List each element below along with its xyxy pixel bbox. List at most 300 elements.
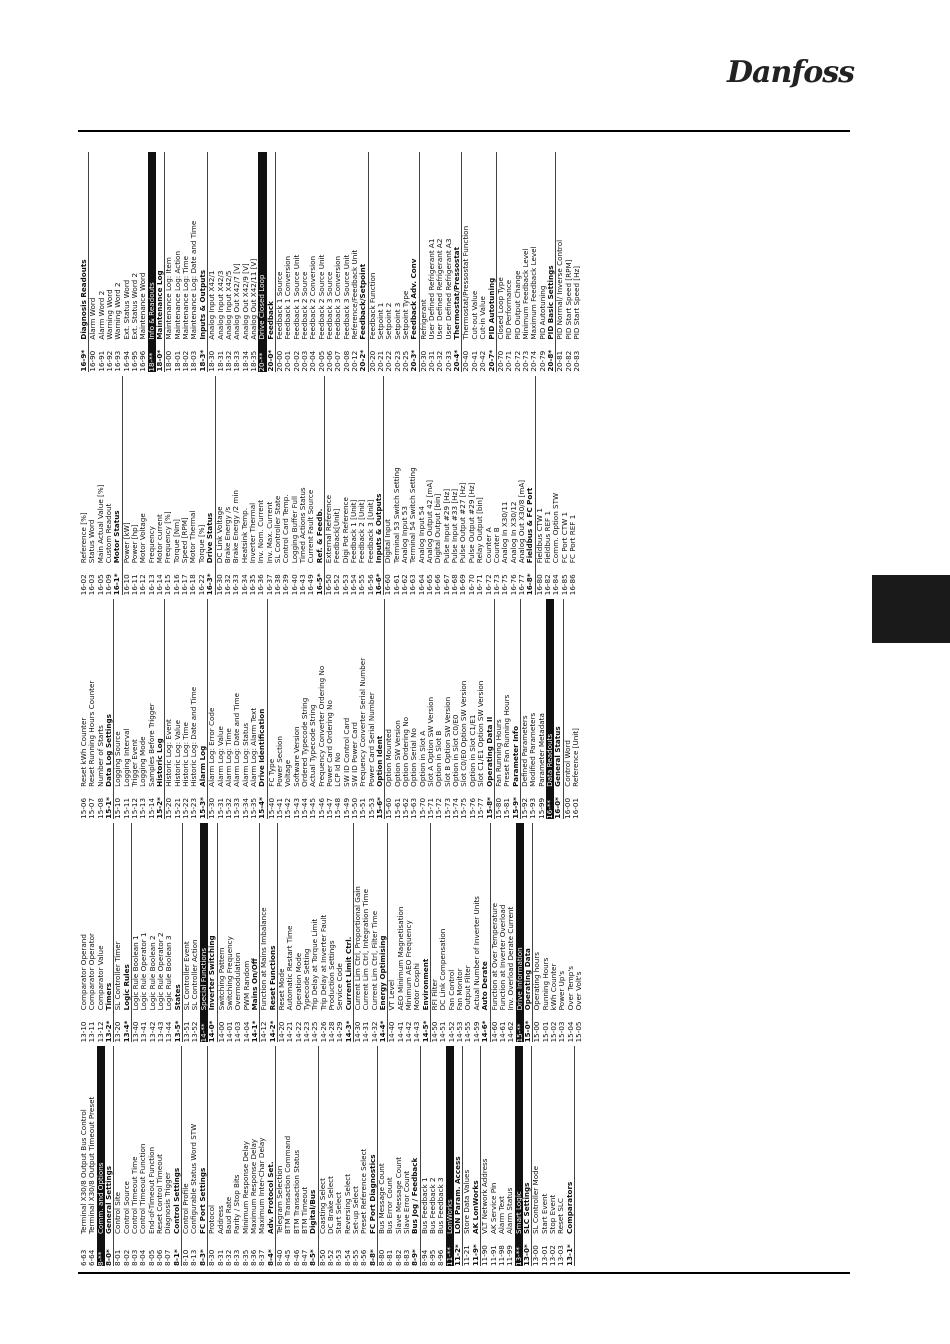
parameter-code: 13-51 xyxy=(182,1021,192,1043)
parameter-label: Actual Number of Inverter Units xyxy=(471,896,481,1011)
parameter-label: Drive Information xyxy=(514,947,524,1011)
parameter-code: 15-75 xyxy=(459,797,469,819)
parameter-label: Terminal X30/8 Output Timeout Preset xyxy=(87,1096,97,1234)
parameter-code: 16-11 xyxy=(130,574,140,596)
parameter-label: Timed Actions Status xyxy=(297,487,307,564)
parameter-label: Start Event xyxy=(539,1193,549,1234)
parameter-code: 20-03 xyxy=(299,350,309,372)
parameter-code: 11-98 xyxy=(496,1245,506,1266)
table-column-2 xyxy=(80,819,810,1043)
parameter-label: Pulse Output #27 [Hz] xyxy=(458,482,468,564)
parameter-label: Maximum Feedback Level xyxy=(529,246,539,340)
parameter-label: Modified Parameters xyxy=(528,712,538,787)
parameter-label: BTM Timeout xyxy=(299,1186,309,1234)
parameter-label: Function at Inverter Overload xyxy=(497,904,507,1011)
parameter-code: 16-82 xyxy=(542,574,552,596)
parameter-label: Reference [Unit] xyxy=(570,728,580,787)
parameter-code: 15-0* xyxy=(522,1020,532,1043)
parameter-label: Samples Before Trigger xyxy=(146,703,156,787)
parameter-code: 14-12 xyxy=(259,1021,269,1043)
parameter-label: Switching Pattern xyxy=(216,947,226,1011)
parameter-code: 8-36 xyxy=(248,1249,258,1266)
parameter-code: 20-2* xyxy=(358,349,368,372)
parameter-code: 15-22 xyxy=(181,797,191,819)
parameter-code: 20-05 xyxy=(316,350,326,372)
parameter-code: 13-0* xyxy=(521,1244,531,1266)
parameter-label: BTM Transaction Command xyxy=(283,1135,293,1234)
parameter-label: Analog Input X42/3 xyxy=(215,270,225,340)
parameter-code: 15-9* xyxy=(510,797,520,819)
parameter-label: Terminal X30/8 Output Bus Control xyxy=(79,1109,88,1234)
parameter-label: Control Word xyxy=(562,740,572,787)
parameter-label: AK Service Pin xyxy=(488,1182,498,1234)
parameter-code: 15-06 xyxy=(79,797,88,819)
header-rule xyxy=(78,130,850,132)
parameter-label: Fan Running Hours xyxy=(493,719,503,787)
parameter-label: Analog Out X42/7 [V] xyxy=(232,263,242,340)
parameter-label: Preset Fan Running Hours xyxy=(502,694,512,787)
parameter-code: 8-33 xyxy=(232,1249,242,1266)
parameter-code: 14-20 xyxy=(276,1021,286,1043)
parameter-code: 8-13 xyxy=(189,1249,199,1266)
parameter-code: 15-33 xyxy=(232,797,242,819)
parameter-code: 13-1* xyxy=(564,1244,574,1266)
parameter-code: 15-20 xyxy=(164,797,174,819)
parameter-label: Slave Message Count xyxy=(393,1156,403,1234)
parameter-label: Counter A xyxy=(483,527,493,564)
parameter-label: Option Serial No xyxy=(409,728,419,787)
parameter-label: Feedback 1 Source xyxy=(274,271,284,340)
parameter-code: 15-30 xyxy=(207,797,217,819)
parameter-code: 15-42 xyxy=(283,797,293,819)
parameter-code: 16-66 xyxy=(433,574,443,596)
parameter-code: 20-3* xyxy=(409,349,419,372)
parameter-code: 15-93 xyxy=(528,797,538,819)
parameter-code: 14-23 xyxy=(301,1021,311,1043)
parameter-row xyxy=(573,152,581,372)
parameter-code: 16-34 xyxy=(239,574,249,596)
parameter-label: Alarm Log xyxy=(197,745,207,787)
parameter-code: 8-40 xyxy=(274,1249,284,1266)
parameter-code: 16-35 xyxy=(247,574,257,596)
parameter-code: 14-00 xyxy=(216,1021,226,1043)
parameter-code: 16-10 xyxy=(121,574,131,596)
parameter-label: Control Site xyxy=(113,1191,123,1234)
parameter-code: 11-2* xyxy=(453,1244,463,1266)
parameter-code: 20-** xyxy=(257,352,267,372)
parameter-label: Historic Log: Event xyxy=(164,719,174,787)
parameter-code: 16-43 xyxy=(297,574,307,596)
parameter-code: 16-12 xyxy=(138,574,148,596)
parameter-code: 16-37 xyxy=(264,574,274,596)
parameter-code: 14-32 xyxy=(369,1021,379,1043)
parameter-label: VT Level xyxy=(387,979,397,1011)
parameter-code: 14-59 xyxy=(471,1021,481,1043)
parameter-label: Motor Thermal xyxy=(188,510,198,564)
parameter-code: 8-81 xyxy=(385,1249,395,1266)
parameter-label: Logic Rule Boolean 1 xyxy=(131,935,141,1011)
parameter-code: 18-33 xyxy=(232,350,242,372)
parameter-code: 15-** xyxy=(514,1023,524,1043)
parameter-code: 16-5* xyxy=(314,573,324,596)
parameter-label: User Defined Refrigerant A1 xyxy=(427,238,437,340)
parameter-code: 15-70 xyxy=(417,797,427,819)
parameter-code: 20-30 xyxy=(418,350,428,372)
parameter-code: 16-9* xyxy=(79,349,88,372)
parameter-label: Fieldbus CTW 1 xyxy=(534,508,544,564)
parameter-label: Alarm Status xyxy=(505,1187,515,1234)
parameter-label: Special Functions xyxy=(198,947,208,1011)
parameter-code: 18-30 xyxy=(207,350,217,372)
parameter-label: LON Param. Access xyxy=(453,1156,463,1234)
parameter-row xyxy=(569,376,577,596)
parameter-label: Motor Voltage xyxy=(138,513,148,564)
parameter-code: 14-21 xyxy=(285,1021,295,1043)
parameter-label: Feedback Function xyxy=(367,272,377,340)
parameter-code: 15-32 xyxy=(223,797,233,819)
parameter-label: FC Port Diagnostics xyxy=(367,1154,377,1234)
parameter-label: SLC Settings xyxy=(521,1182,531,1234)
parameter-code: 20-32 xyxy=(435,350,445,372)
parameter-code: 14-2* xyxy=(267,1020,277,1043)
parameter-code: 8-96 xyxy=(436,1249,446,1266)
parameter-label: Option Ordering No xyxy=(401,716,411,787)
parameter-label: Closed Loop Type xyxy=(495,277,505,340)
parameter-label: Parity / Stop Bits xyxy=(232,1174,242,1234)
parameter-code: 15-31 xyxy=(215,797,225,819)
parameter-code: 15-02 xyxy=(548,1021,558,1043)
parameter-label: Setpoint 2 xyxy=(384,302,394,340)
parameter-code: 16-56 xyxy=(365,574,375,596)
parameter-label: Cut-in Value xyxy=(478,296,488,340)
parameter-code: 16-93 xyxy=(113,350,123,372)
parameter-code: 16-62 xyxy=(400,574,410,596)
parameter-label: BTM Transaction Status xyxy=(291,1149,301,1234)
parameter-label: SW ID Power Card xyxy=(350,722,359,787)
parameter-label: Reference/Feedback Unit xyxy=(350,249,359,340)
parameter-label: Actual Typecode String xyxy=(308,704,318,787)
parameter-code: 18-3* xyxy=(197,349,207,372)
parameter-code: 15-23 xyxy=(189,797,199,819)
parameter-code: 14-6* xyxy=(480,1020,490,1043)
parameter-label: Drive Closed Loop xyxy=(257,274,267,340)
parameter-code: 20-33 xyxy=(443,350,453,372)
parameter-code: 16-55 xyxy=(357,574,367,596)
parameter-label: Motor current xyxy=(155,514,165,564)
parameter-code: 8-30 xyxy=(207,1249,217,1266)
parameter-code: 15-12 xyxy=(130,797,140,819)
parameter-label: Bus Feedback 2 xyxy=(428,1177,438,1234)
parameter-label: Production Settings xyxy=(326,940,336,1011)
parameter-label: Option in Slot C1/E1 xyxy=(467,714,477,787)
parameter-code: 8-5* xyxy=(308,1249,318,1266)
parameter-label: Logging Interval xyxy=(121,728,131,787)
parameter-code: 20-82 xyxy=(563,350,573,372)
parameter-code: 15-40 xyxy=(266,797,276,819)
parameter-code: 8-54 xyxy=(342,1249,352,1266)
parameter-label: Feedback 3 Source Unit xyxy=(341,254,351,340)
parameter-code: 16-6* xyxy=(374,573,384,596)
parameter-code: 15-80 xyxy=(493,797,503,819)
parameter-code: 8-52 xyxy=(325,1249,335,1266)
parameter-code: 8-3* xyxy=(197,1249,207,1266)
parameter-label: Energy Optimising xyxy=(378,935,388,1011)
parameter-label: Data Readouts xyxy=(544,733,554,787)
parameter-label: Torque [%] xyxy=(196,524,206,564)
parameter-code: 20-71 xyxy=(504,350,514,372)
parameter-code: 11-91 xyxy=(488,1245,498,1266)
parameter-label: Setpoint Type xyxy=(401,290,411,340)
parameter-label: Adv. Protocol Set. xyxy=(265,1161,275,1234)
parameter-code: 13-12 xyxy=(95,1021,105,1043)
parameter-label: User Defined Refrigerant A2 xyxy=(435,238,445,340)
parameter-code: 20-12 xyxy=(350,350,359,372)
parameter-code: 16-68 xyxy=(450,574,460,596)
parameter-label: Operating hours xyxy=(532,951,542,1011)
parameter-label: FC Port REF 1 xyxy=(567,514,577,564)
parameter-code: 16-33 xyxy=(231,574,241,596)
parameter-label: Logic Rule Boolean 2 xyxy=(147,935,157,1011)
parameter-code: 14-55 xyxy=(463,1021,473,1043)
subgroup-header-row xyxy=(566,1046,575,1266)
parameter-label: Fieldbus & FC Port xyxy=(525,487,535,564)
parameter-label: Control Timeout Time xyxy=(130,1156,140,1234)
parameter-label: Reversing Select xyxy=(342,1173,352,1234)
parameter-label: Terminal 53 Switch Setting xyxy=(391,467,401,564)
parameter-code: 8-06 xyxy=(155,1249,165,1266)
parameter-label: Parameter Info xyxy=(510,725,520,787)
parameter-label: SL Controller State xyxy=(272,495,282,564)
parameter-code: 13-2* xyxy=(104,1020,114,1043)
parameter-label: Bus Message Count xyxy=(377,1163,387,1234)
parameter-code: 18-** xyxy=(146,352,156,372)
parameter-label: Analog Out X30/8 [mA] xyxy=(516,479,526,564)
parameter-code: 16-61 xyxy=(391,574,401,596)
danfoss-logo: Danfoss xyxy=(727,55,854,90)
parameter-label: Maximum Inter-Char Delay xyxy=(257,1137,267,1234)
parameter-label: Function at Mains Imbalance xyxy=(259,907,269,1011)
parameter-code: 16-64 xyxy=(416,574,426,596)
parameter-label: Slot C0/E0 Option SW Version xyxy=(459,680,469,787)
parameter-code: 15-14 xyxy=(146,797,156,819)
parameter-label: Logic Rule Boolean 3 xyxy=(164,935,174,1011)
parameter-label: Alarm Log: Status xyxy=(240,722,250,787)
parameter-label: Motor Cosphi xyxy=(412,963,422,1011)
parameter-label: Historic Log: Date and Time xyxy=(189,686,199,787)
parameter-code: 20-72 xyxy=(512,350,522,372)
parameter-code: 14-29 xyxy=(335,1021,345,1043)
parameter-code: 15-99 xyxy=(536,797,546,819)
parameter-label: FC Type xyxy=(266,758,276,787)
parameter-code: 8-05 xyxy=(146,1249,156,1266)
parameter-label: Maintenance Log: Action xyxy=(172,250,182,340)
parameter-label: Set-up Select xyxy=(351,1186,360,1234)
parameter-code: 14-04 xyxy=(241,1021,251,1043)
parameter-code: 15-11 xyxy=(121,797,131,819)
parameter-code: 13-00 xyxy=(531,1245,541,1266)
parameter-code: 16-85 xyxy=(559,574,569,596)
parameter-label: Fieldbus REF 1 xyxy=(542,510,552,564)
parameter-label: Historic Log: Value xyxy=(172,719,182,787)
parameter-code: 18-32 xyxy=(223,350,233,372)
parameter-label: PID Autotuning xyxy=(486,277,496,340)
parameter-label: Alarm Word 2 xyxy=(96,290,106,340)
footer-rule xyxy=(78,1272,850,1274)
parameter-label: Setpoint 1 xyxy=(376,302,386,340)
parameter-label: Alarm Log: Time xyxy=(223,728,233,787)
parameter-label: Ext. Status Word xyxy=(121,279,131,340)
parameter-label: Comm. and Options xyxy=(95,1162,105,1234)
parameter-code: 15-61 xyxy=(392,797,402,819)
parameter-label: Power Card Ordering No xyxy=(324,700,334,787)
parameter-code: 16-09 xyxy=(104,574,114,596)
parameter-label: Option in Slot B xyxy=(434,730,444,787)
parameter-code: 20-02 xyxy=(291,350,301,372)
parameter-code: 14-52 xyxy=(446,1021,456,1043)
parameter-code: 18-01 xyxy=(172,350,182,372)
parameter-code: 14-22 xyxy=(293,1021,303,1043)
parameter-code: 8-56 xyxy=(359,1249,369,1266)
parameter-label: FC Port Settings xyxy=(197,1167,207,1234)
parameter-code: 15-01 xyxy=(540,1021,550,1043)
parameter-label: Address xyxy=(215,1205,225,1234)
parameter-code: 15-04 xyxy=(565,1021,575,1043)
parameter-label: kWh Counter xyxy=(548,963,558,1011)
parameter-label: AEO Minimum Magnetisation xyxy=(395,906,405,1011)
parameter-label: Telegram Selection xyxy=(274,1165,284,1234)
parameter-label: Voltage xyxy=(283,759,293,787)
parameter-code: 16-52 xyxy=(332,574,342,596)
parameter-code: 14-50 xyxy=(430,1021,440,1043)
parameter-label: Fan Monitor xyxy=(455,968,465,1011)
parameter-label: Comparator Operator xyxy=(87,933,97,1011)
parameter-label: Minimum Feedback Level xyxy=(520,248,530,340)
parameter-label: Feedback/Setpoint xyxy=(358,263,368,340)
parameter-code: 8-31 xyxy=(215,1249,225,1266)
parameter-label: LCP Id No xyxy=(333,752,343,787)
parameter-label: Logic Rule Operator 2 xyxy=(156,932,166,1011)
parameter-label: Current Lim Ctrl, Proportional Gain xyxy=(353,886,362,1011)
parameter-label: Analog Input X42/1 xyxy=(207,270,217,340)
parameter-label: Baud Rate xyxy=(223,1196,233,1234)
parameter-label: Control Card Temp. xyxy=(281,494,291,564)
parameter-code: 20-31 xyxy=(427,350,437,372)
parameter-label: Feedback Adv. Conv xyxy=(409,258,419,340)
parameter-code: 16-70 xyxy=(466,574,476,596)
parameter-code: 14-53 xyxy=(455,1021,465,1043)
parameter-code: 14-01 xyxy=(224,1021,234,1043)
parameter-label: Smart Logic xyxy=(513,1191,523,1234)
parameter-code: 20-42 xyxy=(478,350,488,372)
parameter-label: Minimum Response Delay xyxy=(240,1140,250,1234)
parameter-label: Maintenance Log: Date and Time xyxy=(189,220,199,340)
parameter-code: 16-50 xyxy=(323,574,333,596)
parameter-label: Start Select xyxy=(334,1191,344,1234)
parameter-label: General Settings xyxy=(104,1165,114,1234)
parameter-label: Inputs & Outputs xyxy=(374,493,384,564)
parameter-label: VLT Network Address xyxy=(480,1158,490,1234)
parameter-label: Operating Data xyxy=(522,948,532,1011)
parameter-code: 15-53 xyxy=(366,797,376,819)
parameter-label: Configurable Status Word STW xyxy=(189,1123,199,1234)
parameter-label: PID Start Speed [RPM] xyxy=(563,259,573,340)
parameter-label: Switching Frequency xyxy=(224,936,234,1011)
parameter-label: Feedback 3 Source xyxy=(324,271,334,340)
parameter-code: 14-31 xyxy=(361,1021,371,1043)
parameter-label: Ref. & Feedb. xyxy=(314,508,324,564)
parameter-label: Current Lim Ctrl, Filter Time xyxy=(369,910,379,1011)
parameter-code: 15-77 xyxy=(476,797,486,819)
parameter-code: 16-14 xyxy=(155,574,165,596)
parameter-code: 15-76 xyxy=(467,797,477,819)
parameter-label: Feedback 1 Source Unit xyxy=(291,254,301,340)
parameter-code: 20-20 xyxy=(367,350,377,372)
parameter-label: Main Actual Value [%] xyxy=(95,484,105,564)
parameter-code: 20-7* xyxy=(486,349,496,372)
parameter-label: Historic Log xyxy=(155,738,165,787)
parameter-label: Control Source xyxy=(121,1181,131,1234)
table-column-1 xyxy=(80,1042,810,1266)
parameter-label: Protocol xyxy=(207,1205,217,1234)
parameter-code: 16-18 xyxy=(188,574,198,596)
parameter-label: Fan Control xyxy=(446,969,456,1011)
parameter-label: Warning Word 2 xyxy=(113,282,123,340)
parameter-code: 16-17 xyxy=(180,574,190,596)
parameter-code: 15-00 xyxy=(532,1021,542,1043)
parameter-label: Control Settings xyxy=(171,1167,181,1234)
parameter-code: 15-48 xyxy=(333,797,343,819)
parameter-code: 16-54 xyxy=(349,574,358,596)
parameter-label: Stop Event xyxy=(547,1194,557,1234)
parameter-label: Maintenance Log xyxy=(155,270,165,340)
parameter-code: 16-40 xyxy=(289,574,299,596)
parameter-label: Slot A Option SW Version xyxy=(426,696,436,787)
parameter-code: 14-25 xyxy=(310,1021,320,1043)
parameter-label: Feedback 2 Conversion xyxy=(308,255,318,340)
parameter-label: Digital Output [bin] xyxy=(433,493,443,564)
parameter-label: Inverter Switching xyxy=(207,935,217,1011)
parameter-label: Reset SLC xyxy=(556,1198,566,1234)
parameter-code: 8-94 xyxy=(419,1249,429,1266)
parameter-label: Auto Derate xyxy=(480,961,490,1011)
parameter-code: 16-91 xyxy=(96,350,106,372)
parameter-code: 14-41 xyxy=(395,1021,405,1043)
parameter-code: 8-83 xyxy=(402,1249,412,1266)
parameter-code: 11-90 xyxy=(480,1245,490,1266)
parameter-label: Option in Slot A xyxy=(417,730,427,787)
parameter-code: 16-90 xyxy=(88,350,98,372)
parameter-code: 8-35 xyxy=(240,1249,250,1266)
parameter-label: PWM Random xyxy=(241,960,251,1011)
parameter-label: Bus Feedback 3 xyxy=(436,1177,446,1234)
parameter-label: Refrigerant xyxy=(418,299,428,340)
parameter-label: Pulse Output #29 [Hz] xyxy=(466,482,476,564)
parameter-code: 8-1* xyxy=(171,1249,181,1266)
parameter-label: Reference [%] xyxy=(79,512,88,564)
parameter-code: 8-47 xyxy=(299,1249,309,1266)
parameter-label: Minimum AEO Frequency xyxy=(404,920,414,1011)
parameter-label: Counter B xyxy=(491,527,501,564)
parameter-code: 18-00 xyxy=(164,350,174,372)
parameter-label: Trigger Event xyxy=(130,739,140,787)
parameter-code: 16-94 xyxy=(121,350,131,372)
parameter-label: Over Volt's xyxy=(573,971,583,1011)
parameter-code: 15-63 xyxy=(409,797,419,819)
parameter-code: 15-74 xyxy=(451,797,461,819)
parameter-label: Power Section xyxy=(274,736,284,787)
parameter-code: 15-21 xyxy=(172,797,182,819)
parameter-code: 16-63 xyxy=(408,574,418,596)
